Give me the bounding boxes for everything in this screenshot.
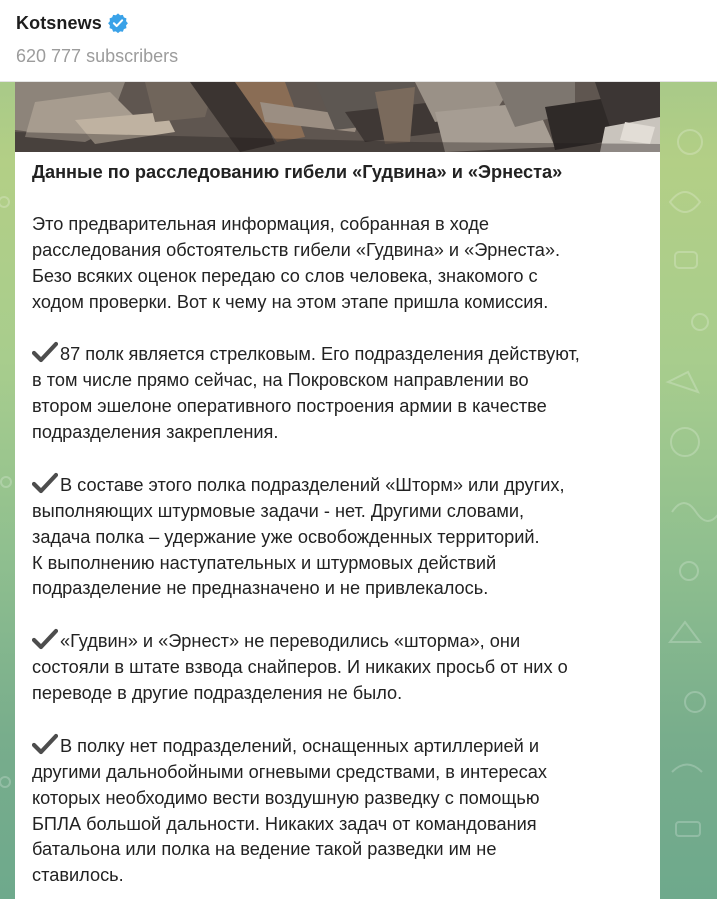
post-point-line: подразделение не предназначено и не привлекалось. [32, 578, 489, 599]
post-point-line: В полку нет подразделений, оснащенных артиллерией и [32, 733, 652, 760]
post-point-line: батальона или полка на ведение такой разведки им не [32, 839, 497, 860]
post-photo[interactable] [15, 82, 660, 152]
post-text [32, 160, 652, 889]
post-point-line: ставилось. [32, 865, 124, 886]
post-point-line: «Гудвин» и «Эрнест» не переводились «шторма», они [32, 628, 652, 655]
channel-post [15, 82, 660, 899]
post-intro-line: Безо всяких оценок передаю со слов человека, знакомого с [32, 265, 538, 286]
post-point-line: 87 полк является стрелковым. Его подразделения действуют, [32, 341, 652, 368]
post-intro-line: расследования обстоятельств гибели «Гудвина» и «Эрнеста». [32, 239, 561, 260]
post-point-line: которых необходимо вести воздушную разведку с помощью [32, 787, 540, 808]
post-point-line: состояли в штате взвода снайперов. И никаких просьб от них о [32, 657, 568, 678]
verified-badge-icon [107, 12, 129, 34]
post-point-line: задача полка – удержание уже освобожденных территорий. [32, 526, 540, 547]
channel-header[interactable] [0, 0, 717, 82]
post-point-line: В составе этого полка подразделений «Шторм» или других, [32, 472, 652, 499]
post-point-line: БПЛА большой дальности. Никаких задач от командования [32, 813, 537, 834]
channel-title-row [16, 12, 129, 34]
subscriber-count: 620 777 subscribers [16, 46, 179, 66]
heavy-check-mark-icon [32, 628, 58, 650]
post-intro-line: Это предварительная информация, собранная в ходе [32, 213, 490, 234]
channel-name[interactable]: Kotsnews [16, 12, 102, 33]
post-point-line: втором эшелоне оперативного построения армии в качестве [32, 396, 547, 417]
post-intro-line: ходом проверки. Вот к чему на этом этапе пришла комиссия. [32, 291, 549, 312]
post-point-line: другими дальнобойными огневыми средствами, в интересах [32, 761, 547, 782]
post-point-line: К выполнению наступательных и штурмовых действий [32, 552, 497, 573]
heavy-check-mark-icon [32, 472, 58, 494]
post-point-line: переводе в другие подразделения не было. [32, 683, 403, 704]
post-point-line: выполняющих штурмовые задачи - нет. Другими словами, [32, 500, 525, 521]
heavy-check-mark-icon [32, 341, 58, 363]
heavy-check-mark-icon [32, 733, 58, 755]
post-point-line: в том числе прямо сейчас, на Покровском направлении во [32, 370, 529, 391]
post-title: Данные по расследованию гибели «Гудвина» и «Эрнеста» [32, 162, 563, 182]
post-point-line: подразделения закрепления. [32, 422, 279, 443]
